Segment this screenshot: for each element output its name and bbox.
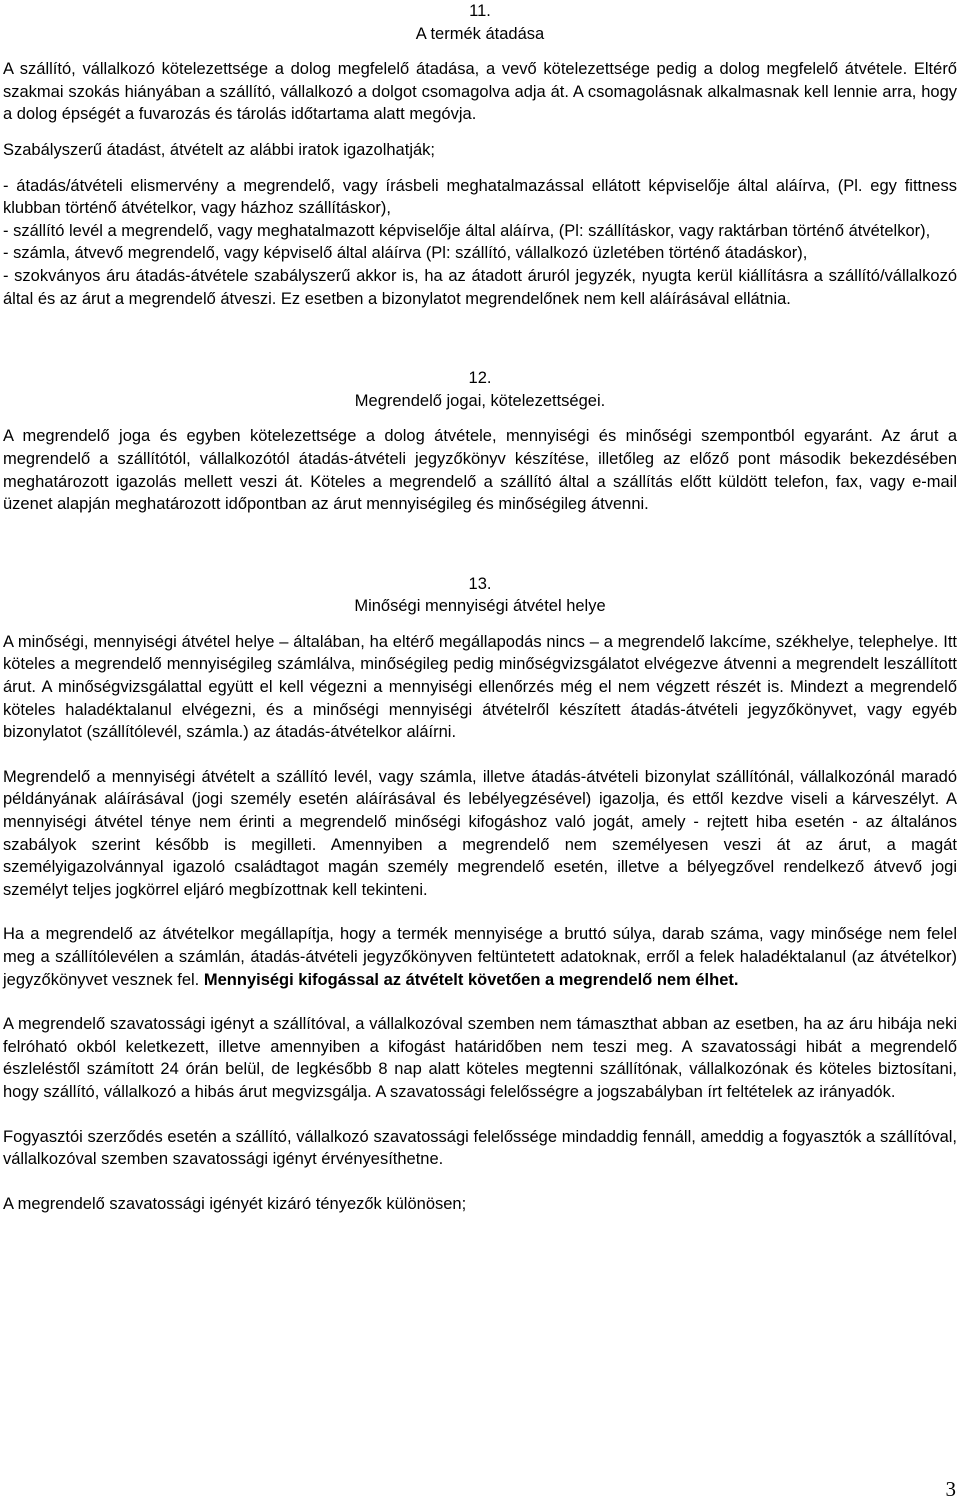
section-13-paragraph-1: A minőségi, mennyiségi átvétel helye – általában, ha eltérő megállapodás nincs – a megrendelő lakcíme, székhelye, telephelye. Itt köteles a megrendelő mennyiségileg számlálva, minőségileg pedig minőségvizsgálatot elvégezve átvenni a megrendelt leszállított árut. A minőségvizsgálattal együtt el kell végezni a mennyiségi ellenőrzés még el nem végzett részét is. Mindezt a megrendelő köteles haladéktalanul elvégezni, és a minőségi mennyiségi átvételről készített átadás-átvételi jegyzőkönyvet, vagy egyéb bizonylatot (szállítólevél, számla.) az átadás-átvételkor aláírni.: [3, 632, 957, 742]
paragraph-text: Ha a megrendelő az átvételkor megállapítja, hogy a termék mennyisége a bruttó súlya, darab száma, vagy minősége nem felel meg a szállítólevélen a számlán, átadás-átvételi jegyzőkönyven feltüntetett adatoknak, erről a felek haladéktalanul (az átvételkor) jegyzőkönyvet vesznek fel.: [3, 925, 957, 989]
section-12-title: Megrendelő jogai, kötelezettségei.: [354, 391, 606, 410]
section-11-number: 11.: [469, 2, 491, 20]
section-11-paragraph-2: Szabályszerű átadást, átvételt az alábbi iratok igazolhatják;: [3, 140, 435, 159]
section-11-document-list: [3, 175, 957, 311]
document-page: [3, 0, 957, 1215]
bold-statement: Mennyiségi kifogással az átvételt követően a megrendelő nem élhet.: [203, 970, 739, 989]
page-number: 3: [945, 1477, 956, 1501]
section-13-paragraph-3: [3, 923, 957, 991]
section-13-paragraph-2: Megrendelő a mennyiségi átvételt a szállító levél, vagy számla, illetve átadás-átvételi bizonylat szállítónál, vállalkozónál maradó példányának aláírásával (jogi személy esetén aláírásával és lebélyegzésével) igazolja, és ettől kezdve viseli a kárveszélyt. A mennyiségi átvétel ténye nem érinti a megrendelő minőségi kifogáshoz való jogát, amely - rejtett hiba esetén - az általános szabályok szerint később is megilleti. Amennyiben a megrendelő nem személyesen veszi át az árut, a magát személyigazolvánnyal igazoló családtagot magán személy megrendelő esetén, illetve a bélyegzővel rendelkező átvevő jogi személyt teljes jogkörrel eljáró megbízottnak kell tekinteni.: [3, 767, 957, 899]
list-item: - számla, átvevő megrendelő, vagy képviselő által aláírva (Pl: szállító, vállalkozó üzletében történő átadáskor),: [3, 244, 808, 263]
section-13-number: 13.: [468, 574, 492, 593]
section-12-paragraph-1: A megrendelő joga és egyben kötelezettsége a dolog átvétele, mennyiségi és minőségi szempontból egyaránt. Az árut a megrendelő a szállítótól, vállalkozótól átadás-átvételi jegyzőkönyv készítése, illetőleg az előző pont második bekezdésében meghatározott igazolás mellett veszi át. Köteles a megrendelő a szállító által a szállítás előtt küldött telefon, fax, vagy e-mail üzenet alapján meghatározott időpontban az árut mennyiségileg és minőségileg átvenni.: [3, 427, 957, 514]
section-11-title: A termék átadása: [415, 24, 545, 43]
section-13-title: Minőségi mennyiségi átvétel helye: [354, 597, 606, 616]
list-item: - szállító levél a megrendelő, vagy meghatalmazott képviselője által aláírva, (Pl: szállításkor, vagy raktárban történő átvételkor),: [3, 221, 931, 240]
section-11-paragraph-1: A szállító, vállalkozó kötelezettsége a dolog megfelelő átadása, a vevő kötelezettsége pedig a dolog megfelelő átvétele. Eltérő szakmai szokás hiányában a szállító, vállalkozó a dolgot csomagolva adja át. A csomagolásnak alkalmasnak kell lennie arra, hogy a dolog épségét a fuvarozás és tárolás időtartama alatt megóvja.: [3, 60, 957, 124]
list-item: - szokványos áru átadás-átvétele szabályszerű akkor is, ha az átadott áruról jegyzék, nyugta kerül kiállításra a szállító/vállalkozó által és az árut a megrendelő átveszi. Ez esetben a bizonylatot megrendelőnek nem kell aláírásával ellátnia.: [3, 266, 957, 308]
section-13-paragraph-6: A megrendelő szavatossági igényét kizáró tényezők különösen;: [3, 1194, 467, 1213]
section-13-paragraph-5: Fogyasztói szerződés esetén a szállító, vállalkozó szavatossági felelőssége mindaddig fennáll, ameddig a fogyasztók a szállítóval, vállalkozóval szemben szavatossági igényt érvényesíthetne.: [3, 1127, 957, 1169]
section-12-number: 12.: [468, 369, 492, 388]
list-item: - átadás/átvételi elismervény a megrendelő, vagy írásbeli meghatalmazással ellátott képviselője által aláírva, (Pl. egy fittness klubban történő átvételkor, vagy házhoz szállításkor),: [3, 176, 957, 218]
section-13-paragraph-4: A megrendelő szavatossági igényt a szállítóval, a vállalkozóval szemben nem támaszthat abban az esetben, ha az áru hibája neki felróható okból keletkezett, illetve amennyiben a kifogást határidőben nem teszi meg. A szavatossági hibát a megrendelő észleléstől számított 24 órán belül, de legkésőbb 8 nap alatt köteles megtenni szállítónak, vállalkozónak és köteles biztosítani, hogy szállító, vállalkozó a hibás árut megvizsgálja. A szavatossági felelősségre a jogszabályban írt feltételek az irányadók.: [3, 1015, 957, 1101]
